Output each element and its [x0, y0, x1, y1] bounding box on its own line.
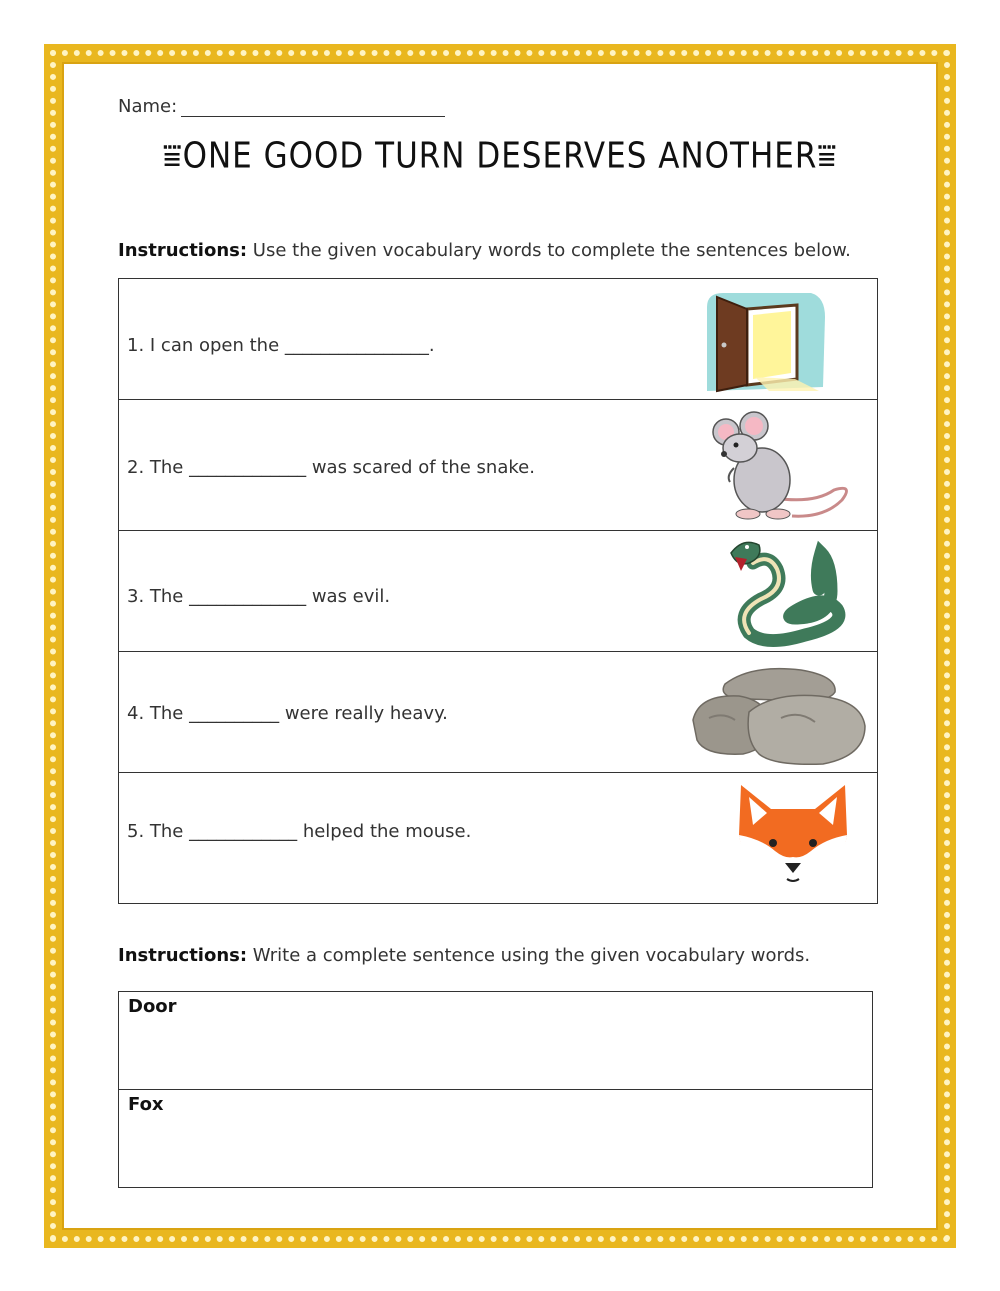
- fill-in-table: [118, 278, 878, 904]
- instructions-2-text: Write a complete sentence using the given vocabulary words.: [247, 945, 811, 966]
- name-field: [118, 96, 445, 117]
- table-row: [119, 400, 878, 531]
- name-label: Name:: [118, 96, 178, 117]
- instructions-1-label: Instructions:: [118, 240, 248, 261]
- table-row: [119, 1090, 873, 1188]
- instructions-1: [118, 240, 851, 261]
- snake-icon: [721, 533, 861, 649]
- table-row: [119, 279, 878, 400]
- name-blank[interactable]: [181, 98, 445, 117]
- mouse-icon: [704, 408, 854, 524]
- sentence-2: 2. The _____________ was scared of the snake.: [127, 457, 535, 478]
- instructions-1-text: Use the given vocabulary words to complete the sentences below.: [247, 240, 851, 261]
- fox-icon: [731, 779, 855, 895]
- word-fox: Fox: [128, 1094, 164, 1115]
- table-row: [119, 652, 878, 773]
- sentence-4: 4. The __________ were really heavy.: [127, 703, 448, 724]
- write-box-door[interactable]: [119, 992, 873, 1090]
- word-door: Door: [128, 996, 177, 1017]
- sentence-writing-table: [118, 991, 873, 1188]
- instructions-2: [118, 945, 810, 966]
- sentence-1: 1. I can open the ________________.: [127, 335, 435, 356]
- door-icon: [699, 287, 829, 395]
- sentence-3: 3. The _____________ was evil.: [127, 586, 391, 607]
- table-row: [119, 531, 878, 652]
- worksheet-title: ⩸ONE GOOD TURN DESERVES ANOTHER⩸: [162, 135, 838, 177]
- table-row: [119, 773, 878, 904]
- rocks-icon: [689, 658, 869, 768]
- sentence-5: 5. The ____________ helped the mouse.: [127, 821, 472, 842]
- table-row: [119, 992, 873, 1090]
- write-box-fox[interactable]: [119, 1090, 873, 1188]
- instructions-2-label: Instructions:: [118, 945, 248, 966]
